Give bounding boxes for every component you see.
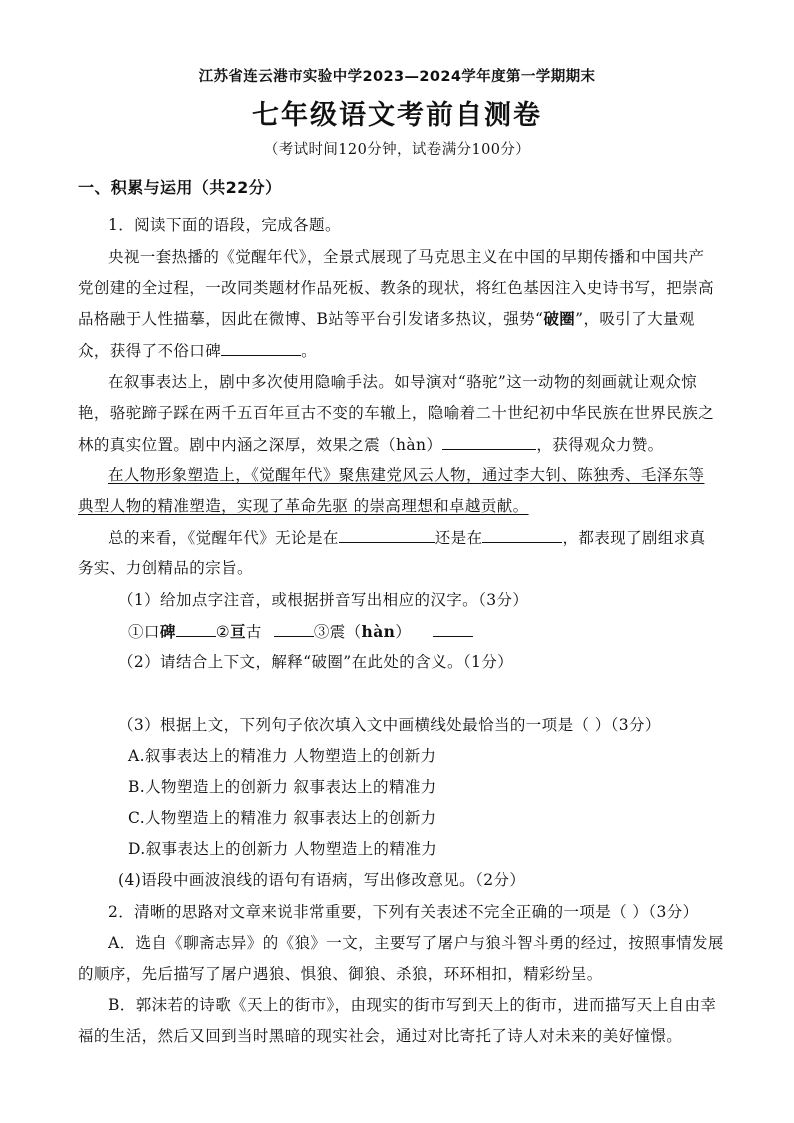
blank-line[interactable] xyxy=(274,621,314,637)
sub-question-1-items xyxy=(128,621,724,642)
question-2-option-b-line1: B．郭沫若的诗歌《天上的街市》，由现实的街市写到天上的街市，进而描写天上自由幸 xyxy=(108,996,717,1014)
passage-p4-line1 xyxy=(108,527,724,548)
question-2-option-b-line2: 福的生活，然后又回到当时黑暗的现实社会，通过对比寄托了诗人对未来的美好憧憬。 xyxy=(78,1027,683,1045)
passage-p1-line2: 党创建的全过程，一改同类题材作品死板、教条的现状，将红色基因注入史诗书写，把崇高 xyxy=(78,279,715,297)
passage-text: ，获得观众力赞。 xyxy=(536,436,664,454)
option-c: C.人物塑造上的精准力 叙事表达上的创新力 xyxy=(128,809,437,827)
passage-p1-line1: 央视一套热播的《觉醒年代》，全景式展现了马克思主义在中国的早期传播和中国共产 xyxy=(108,248,705,266)
wavy-sentence-line2: 典型人物的精准塑造，实现了革命先驱 的崇高理想和卓越贡献。 xyxy=(78,497,529,515)
item-c: ③震（ xyxy=(313,623,362,641)
passage-text: 林的真实位置。剧中内涵之深厚，效果之震（hàn） xyxy=(78,436,443,454)
item-b-rest: 古 xyxy=(245,623,262,641)
passage-p1-line3 xyxy=(78,309,724,329)
blank-line[interactable] xyxy=(176,621,216,637)
passage-text: 众，获得了不俗口碑 xyxy=(78,342,222,360)
question-1-intro: 1．阅读下面的语段，完成各题。 xyxy=(108,216,341,234)
question-2-option-a-line2: 的顺序，先后描写了屠户遇狼、惧狼、御狼、杀狼，环环相扣，精彩纷呈。 xyxy=(78,965,603,983)
option-b: B.人物塑造上的创新力 叙事表达上的精准力 xyxy=(128,778,437,796)
item-b: ② xyxy=(215,623,231,641)
question-2-stem: 2．清晰的思路对文章来说非常重要，下列有关表述不完全正确的一项是（ ）（3分） xyxy=(108,903,699,921)
sub-question-1: （1）给加点字注音，或根据拼音写出相应的汉字。（3分） xyxy=(118,591,529,609)
exam-note: （考试时间120分钟，试卷满分100分） xyxy=(263,142,531,158)
passage-text: ，都表现了剧组求真 xyxy=(562,529,706,547)
item-a: ①口 xyxy=(128,623,160,641)
section-heading: 一、积累与运用（共22分） xyxy=(78,178,282,197)
passage-text: 。 xyxy=(301,342,318,360)
blank-line[interactable] xyxy=(221,340,301,356)
passage-text: 还是在 xyxy=(434,529,483,547)
passage-text: ”，吸引了大量观 xyxy=(575,310,695,328)
blank-line[interactable] xyxy=(339,527,435,543)
passage-p2-line2: 艳，骆驼蹄子踩在两千五百年亘古不变的车辙上，隐喻着二十世纪初中华民族在世界民族之 xyxy=(78,404,715,422)
keyword-poquan: 破圈 xyxy=(543,309,576,328)
item-c-rest: ） xyxy=(395,623,412,641)
page-title: 七年级语文考前自测卷 xyxy=(252,100,542,131)
passage-p2-line3 xyxy=(78,434,724,455)
passage-text: 品格融于人性描摹，因此在微博、B站等平台引发诸多热议，强势“ xyxy=(78,310,544,328)
passage-text: 总的来看，《觉醒年代》无论是在 xyxy=(108,529,339,547)
dotted-char: 碑 xyxy=(159,622,176,641)
dotted-char: 亘 xyxy=(230,622,246,641)
sub-question-3: （3）根据上文，下列句子依次填入文中画横线处最恰当的一项是（ ）（3分） xyxy=(118,716,661,734)
blank-line[interactable] xyxy=(433,621,473,637)
wavy-sentence-line1: 在人物形象塑造上，《觉醒年代》聚焦建党风云人物，通过李大钊、陈独秀、毛泽东等 xyxy=(108,466,705,484)
question-2-option-a-line1: A．选自《聊斋志异》的《狼》一文，主要写了屠户与狼斗智斗勇的经过，按照事情发展 xyxy=(108,934,724,952)
school-header: 江苏省连云港市实验中学2023—2024学年度第一学期期末 xyxy=(198,69,596,85)
blank-line[interactable] xyxy=(442,434,536,450)
passage-p2-line1: 在叙事表达上，剧中多次使用隐喻手法。如导演对“骆驼”这一动物的刻画就让观众惊 xyxy=(108,373,698,391)
pinyin: hàn xyxy=(361,622,396,641)
sub-question-2: （2）请结合上下文，解释“破圈”在此处的含义。（1分） xyxy=(118,653,514,671)
passage-p1-line4 xyxy=(78,340,724,361)
blank-line[interactable] xyxy=(482,527,562,543)
passage-p4-line2: 务实、力创精品的宗旨。 xyxy=(78,559,253,577)
sub-question-4: (4)语段中画波浪线的语句有语病，写出修改意见。（2分） xyxy=(118,871,526,889)
option-a: A.叙事表达上的精准力 人物塑造上的创新力 xyxy=(128,747,437,765)
option-d: D.叙事表达上的创新力 人物塑造上的精准力 xyxy=(128,840,438,858)
